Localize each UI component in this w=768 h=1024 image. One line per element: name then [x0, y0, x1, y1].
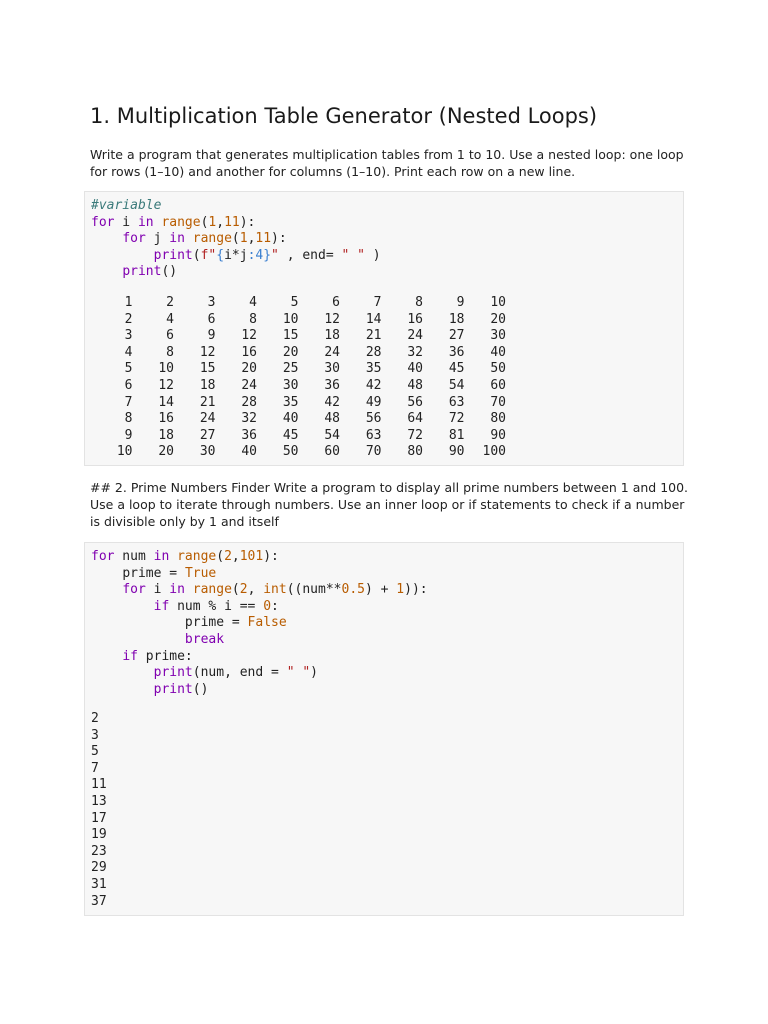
- list-item: 2: [91, 711, 99, 726]
- table-cell: 20: [241, 361, 257, 377]
- table-cell: 7: [124, 394, 133, 410]
- table-cell: 64: [407, 411, 423, 427]
- table-cell: 14: [365, 311, 382, 327]
- table-cell: 28: [365, 344, 382, 360]
- table-cell: 30: [199, 444, 216, 460]
- list-item: 23: [91, 843, 107, 859]
- prime-numbers-output: [91, 711, 107, 910]
- table-cell: 10: [158, 361, 174, 377]
- table-cell: 48: [324, 411, 340, 427]
- table-cell: 10: [116, 444, 133, 460]
- table-cell: 45: [448, 361, 465, 377]
- table-cell: 72: [448, 411, 465, 427]
- table-cell: 45: [282, 427, 299, 443]
- table-cell: 16: [158, 411, 174, 427]
- list-item: 29: [91, 860, 107, 876]
- table-cell: 42: [324, 394, 340, 410]
- table-row: [91, 411, 506, 428]
- code-cell-multiplication[interactable]: [84, 191, 684, 466]
- table-cell: 36: [448, 344, 465, 360]
- table-cell: 21: [365, 328, 382, 344]
- table-cell: 12: [324, 311, 340, 327]
- table-cell: 5: [124, 361, 133, 377]
- table-cell: 42: [365, 377, 382, 393]
- table-cell: 16: [241, 344, 257, 360]
- table-cell: 72: [407, 427, 423, 443]
- table-row: [91, 295, 506, 312]
- table-cell: 9: [456, 295, 465, 310]
- table-cell: 10: [490, 295, 506, 310]
- table-row: [91, 328, 506, 345]
- table-cell: 70: [490, 394, 506, 410]
- table-cell: 50: [282, 444, 299, 460]
- section-1-description: Write a program that generates multiplication tables from 1 to 10. Use a nested loop: one loop for rows (1–10) and another for columns (1–10). Print each row on a new line.: [90, 147, 684, 179]
- table-cell: 8: [415, 295, 423, 310]
- list-item: 3: [91, 727, 99, 743]
- table-cell: 100: [482, 444, 506, 460]
- table-cell: 25: [282, 361, 299, 377]
- table-cell: 6: [332, 295, 340, 310]
- table-cell: 30: [490, 328, 506, 344]
- list-item: 13: [91, 793, 107, 809]
- table-cell: 10: [282, 311, 299, 327]
- table-cell: 4: [124, 344, 133, 360]
- table-cell: 12: [241, 328, 257, 344]
- table-cell: 16: [407, 311, 423, 327]
- table-cell: 2: [124, 311, 133, 327]
- table-cell: 90: [490, 427, 506, 443]
- list-item: 37: [91, 893, 107, 909]
- table-row: [91, 345, 506, 362]
- table-cell: 18: [158, 427, 174, 443]
- table-cell: 24: [199, 411, 216, 427]
- table-cell: 63: [448, 394, 465, 410]
- table-cell: 54: [324, 427, 340, 443]
- table-row: [91, 378, 506, 395]
- table-cell: 15: [282, 328, 299, 344]
- table-cell: 24: [407, 328, 423, 344]
- code-block-multiplication[interactable]: #variable for i in range(1,11): for j in range(1,11): print(f"{i*j:4}" , end= " " ) print(): [91, 198, 381, 280]
- list-item: 17: [91, 810, 107, 826]
- table-cell: 20: [490, 311, 506, 327]
- table-cell: 56: [365, 411, 382, 427]
- table-cell: 6: [124, 377, 133, 393]
- code-block-primes[interactable]: for num in range(2,101): prime = True for i in range(2, int((num**0.5) + 1)): if num % i == 0: prime = False break if prime: print(num, end = " ") print(): [91, 549, 428, 697]
- table-cell: 30: [282, 377, 299, 393]
- section-2-description: ## 2. Prime Numbers Finder Write a program to display all prime numbers between 1 and 100. Use a loop to iterate through numbers. Use an inner loop or if statements to check if a number is divisible only by 1 and itself: [90, 480, 689, 529]
- table-row: [91, 444, 506, 461]
- table-row: [91, 395, 506, 412]
- table-cell: 24: [324, 344, 340, 360]
- list-item: 7: [91, 760, 99, 776]
- table-cell: 40: [407, 361, 423, 377]
- table-cell: 5: [290, 295, 299, 310]
- table-cell: 80: [407, 444, 423, 460]
- table-cell: 6: [207, 311, 216, 327]
- table-row: [91, 361, 506, 378]
- table-cell: 40: [241, 444, 257, 460]
- table-cell: 48: [407, 377, 423, 393]
- table-cell: 70: [365, 444, 382, 460]
- table-cell: 36: [324, 377, 340, 393]
- table-cell: 6: [166, 328, 174, 344]
- table-cell: 50: [490, 361, 506, 377]
- table-cell: 8: [249, 311, 257, 327]
- table-cell: 24: [241, 377, 257, 393]
- table-cell: 20: [282, 344, 299, 360]
- table-cell: 60: [324, 444, 340, 460]
- table-cell: 9: [124, 427, 133, 443]
- list-item: 31: [91, 876, 107, 892]
- table-row: [91, 428, 506, 445]
- table-cell: 18: [324, 328, 340, 344]
- table-cell: 40: [282, 411, 299, 427]
- table-cell: 80: [490, 411, 506, 427]
- table-cell: 3: [207, 295, 216, 310]
- table-cell: 27: [199, 427, 216, 443]
- code-comment: #variable: [91, 198, 162, 213]
- table-cell: 27: [448, 328, 465, 344]
- table-cell: 4: [249, 295, 257, 310]
- table-row: [91, 312, 506, 329]
- table-cell: 60: [490, 377, 506, 393]
- table-cell: 12: [158, 377, 174, 393]
- table-cell: 90: [448, 444, 465, 460]
- table-cell: 12: [199, 344, 216, 360]
- table-cell: 3: [124, 328, 133, 344]
- table-cell: 8: [124, 411, 133, 427]
- table-cell: 14: [158, 394, 174, 410]
- table-cell: 56: [407, 394, 423, 410]
- table-cell: 35: [282, 394, 299, 410]
- table-cell: 4: [166, 311, 174, 327]
- table-cell: 32: [407, 344, 423, 360]
- list-item: 5: [91, 744, 99, 760]
- table-cell: 28: [241, 394, 257, 410]
- code-cell-primes[interactable]: [84, 542, 684, 916]
- table-cell: 36: [241, 427, 257, 443]
- table-cell: 30: [324, 361, 340, 377]
- table-cell: 2: [166, 295, 174, 310]
- table-cell: 9: [207, 328, 216, 344]
- table-cell: 35: [365, 361, 382, 377]
- table-cell: 20: [158, 444, 174, 460]
- table-cell: 8: [166, 344, 174, 360]
- section-1-title: 1. Multiplication Table Generator (Nested Loops): [90, 104, 598, 128]
- table-cell: 63: [365, 427, 382, 443]
- table-cell: 81: [448, 427, 465, 443]
- table-cell: 40: [490, 344, 506, 360]
- table-cell: 54: [448, 377, 465, 393]
- table-cell: 18: [448, 311, 465, 327]
- multiplication-table-output: [91, 295, 506, 461]
- list-item: 19: [91, 827, 107, 843]
- table-cell: 1: [124, 295, 133, 310]
- table-cell: 15: [199, 361, 216, 377]
- table-cell: 18: [199, 377, 216, 393]
- list-item: 11: [91, 777, 107, 793]
- table-cell: 7: [373, 295, 382, 310]
- table-cell: 49: [365, 394, 382, 410]
- table-cell: 32: [241, 411, 257, 427]
- table-cell: 21: [199, 394, 216, 410]
